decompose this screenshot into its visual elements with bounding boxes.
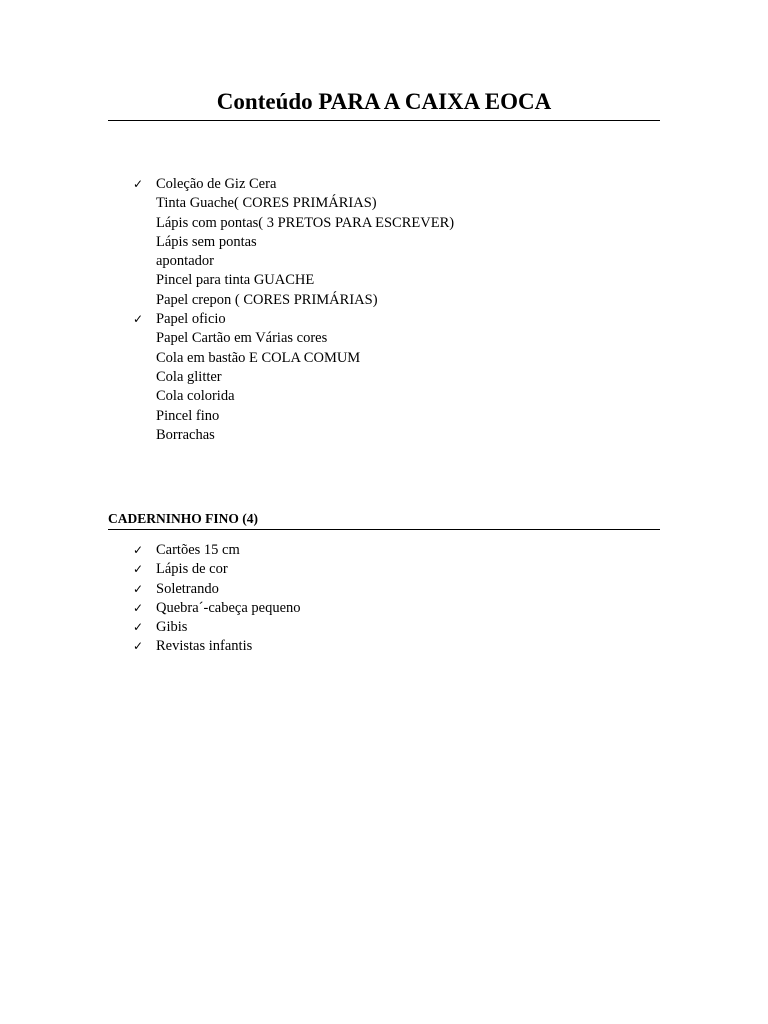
checkmark-icon: ✓: [133, 562, 144, 577]
list-item-text: Coleção de Giz Cera: [156, 176, 277, 192]
list-item-text: Tinta Guache( CORES PRIMÁRIAS): [156, 195, 377, 212]
section-heading: CADERNINHO FINO (4): [108, 511, 258, 526]
list-item: [108, 271, 660, 290]
list-item-text: Pincel fino: [156, 407, 220, 424]
list-item: [108, 580, 660, 599]
list-item: [108, 252, 660, 271]
title-divider: [108, 120, 660, 121]
list-item: [108, 310, 660, 329]
list-item-text: Cartões 15 cm: [156, 542, 240, 558]
list-item: [108, 560, 660, 579]
list-item: [108, 368, 660, 387]
list-item-text: Lápis de cor: [156, 561, 228, 578]
list-item-text: Cola colorida: [156, 388, 235, 405]
list-item-text: Pincel para tinta GUACHE: [156, 272, 315, 289]
checkmark-icon: ✓: [133, 177, 144, 191]
list-item-text: Papel oficio: [156, 311, 226, 328]
list-item-text: Lápis sem pontas: [156, 233, 257, 250]
list-item: [108, 329, 660, 348]
list-item-text: apontador: [156, 253, 214, 270]
list-item: [108, 387, 660, 406]
page-title: Conteúdo PARA A CAIXA EOCA: [216, 89, 552, 114]
list-item-text: Quebra´-cabeça pequeno: [156, 599, 301, 616]
list-item: [108, 175, 660, 194]
list-item-text: Soletrando: [156, 580, 219, 597]
supply-list: [108, 175, 660, 445]
list-item: [108, 637, 660, 656]
list-item: [108, 599, 660, 618]
list-item: [108, 541, 660, 560]
checkmark-icon: ✓: [133, 543, 144, 557]
section-divider: [108, 529, 660, 530]
list-item-text: Revistas infantis: [156, 638, 253, 655]
list-item: [108, 426, 660, 445]
checkmark-icon: ✓: [133, 639, 144, 654]
list-item: [108, 233, 660, 252]
list-item-text: Papel Cartão em Várias cores: [156, 330, 328, 347]
list-item-text: Gibis: [156, 619, 188, 636]
checkmark-icon: ✓: [133, 581, 144, 596]
list-item-text: Cola em bastão E COLA COMUM: [156, 349, 361, 366]
list-item-text: Papel crepon ( CORES PRIMÁRIAS): [156, 291, 378, 308]
list-item: [108, 291, 660, 310]
list-item: [108, 349, 660, 368]
list-item: [108, 618, 660, 637]
caderninho-list: [108, 541, 660, 657]
list-item: [108, 407, 660, 426]
checkmark-icon: ✓: [133, 620, 144, 635]
checkmark-icon: ✓: [133, 312, 144, 327]
list-item: [108, 214, 660, 233]
list-item-text: Borrachas: [156, 426, 215, 443]
list-item-text: Lápis com pontas( 3 PRETOS PARA ESCREVER): [156, 214, 455, 231]
list-item: [108, 194, 660, 213]
list-item-text: Cola glitter: [156, 368, 222, 385]
checkmark-icon: ✓: [133, 600, 144, 615]
